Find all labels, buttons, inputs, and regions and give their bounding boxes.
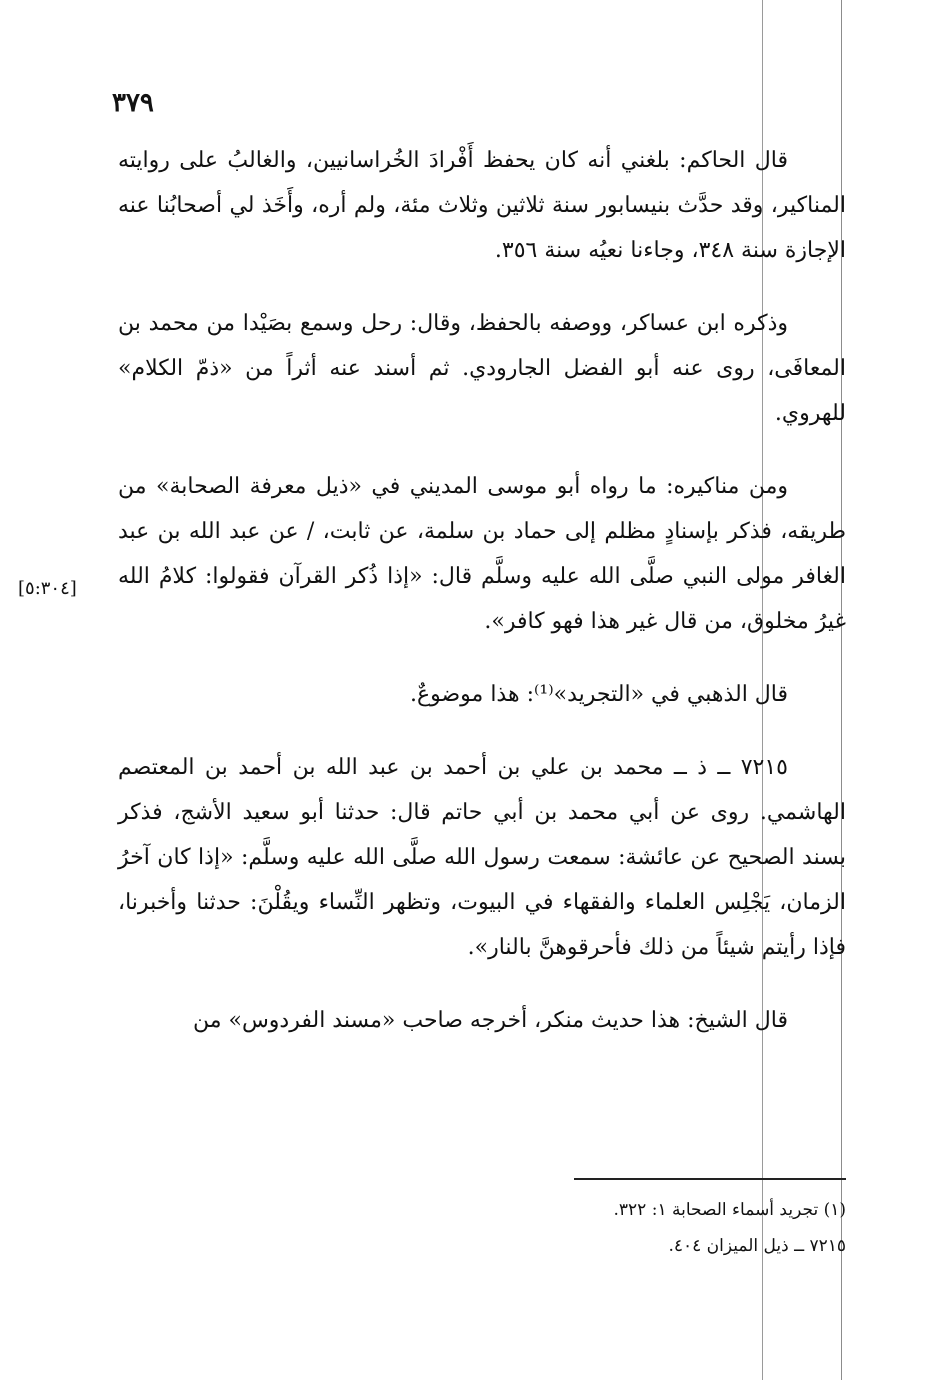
paragraph: قال الشيخ: هذا حديث منكر، أخرجه صاحب «مسند الفردوس» من: [192, 1008, 788, 1033]
paragraph: وذكره ابن عساكر، ووصفه بالحفظ، وقال: رحل وسمع بصَيْدا من محمد بن المعافَى، روى عنه أبو الفضل الجارودي. ثم أسند عنه أثراً من «ذمّ الكلام» للهروي.: [118, 311, 846, 426]
page-number: ٣٧٩: [112, 88, 154, 118]
footnote-divider: [574, 1178, 846, 1180]
margin-reference: [٥:٣٠٤]: [18, 578, 77, 599]
paragraph: قال الذهبي في «التجريد»⁽¹⁾: هذا موضوعٌ.: [410, 682, 788, 707]
paragraph: قال الحاكم: بلغني أنه كان يحفظ أَفْرادَ الخُراسانيين، والغالبُ على روايته المناكير، وقد حدَّث بنيسابور سنة ثلاثين وثلاث مئة، ولم أره، وأَخَذ لي أصحابُنا عنه الإجازة سنة ٣٤٨، وجاءنا نعيُه سنة ٣٥٦.: [118, 148, 846, 263]
footnotes: [440, 1192, 846, 1264]
paragraph: ومن مناكيره: ما رواه أبو موسى المديني في «ذيل معرفة الصحابة» من طريقه، فذكر بإسنادٍ مظلم إلى حماد بن سلمة، عن ثابت، / عن عبد الله بن عبد الغافر مولى النبي صلَّى الله عليه وسلَّم قال: «إذا ذُكر القرآن فقولوا: كلامُ الله غيرُ مخلوق، من قال غير هذا فهو كافر».: [118, 474, 846, 634]
footnote: ٧٢١٥ ــ ذيل الميزان ٤٠٤.: [668, 1236, 846, 1256]
footnote: (١) تجريد أسماء الصحابة ١: ٣٢٢.: [613, 1200, 846, 1220]
paragraph: ٧٢١٥ ــ ذ ــ محمد بن علي بن أحمد بن عبد الله بن أحمد بن المعتصم الهاشمي. روى عن أبي محمد بن أبي حاتم قال: حدثنا أبو سعيد الأشج، فذكر بسند الصحيح عن عائشة: سمعت رسول الله صلَّى الله عليه وسلَّم: «إذا كان آخرُ الزمان، يَجْلِس العلماء والفقهاء في البيوت، وتظهر النِّساء ويقُلْنَ: حدثنا وأخبرنا، فإذا رأيتم شيئاً من ذلك فأحرقوهنَّ بالنار».: [118, 755, 846, 960]
main-text: [118, 138, 846, 1071]
